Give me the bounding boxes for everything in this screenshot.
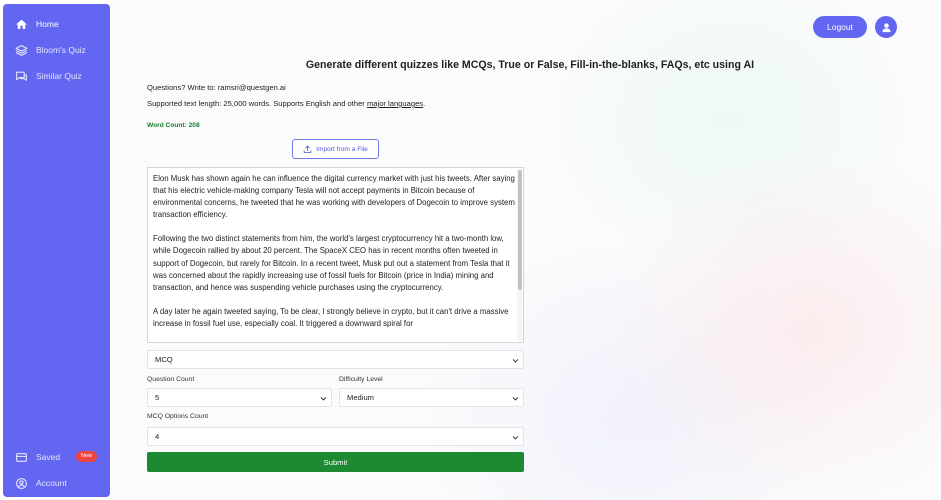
sidebar-item-label: Home [36, 19, 59, 29]
chevron-down-icon [512, 395, 519, 402]
resize-grip-icon[interactable] [516, 335, 521, 340]
options-count-select[interactable] [147, 427, 524, 446]
import-file-button[interactable] [292, 139, 379, 159]
submit-button[interactable]: Submit [147, 452, 524, 472]
options-count-label: MCQ Options Count [147, 413, 209, 420]
difficulty-value: Medium [347, 393, 375, 402]
difficulty-label: Difficulty Level [339, 376, 383, 383]
sidebar-item-account[interactable] [3, 472, 110, 494]
user-circle-icon [14, 476, 28, 490]
user-icon [881, 22, 892, 33]
major-languages-link[interactable]: major languages [366, 99, 424, 108]
quiz-type-value: MCQ [155, 355, 173, 364]
sidebar-item-label: Bloom's Quiz [36, 45, 86, 55]
difficulty-select[interactable] [339, 388, 524, 407]
contact-info: Questions? Write to: ramsri@questgen.ai [147, 83, 286, 92]
paragraph: Elon Musk has shown again he can influence the digital currency market with just his tweets. After saying that his electric vehicle-making company Tesla will not accept payments in Bitcoin because of environmental concerns, he tweeted that he was working with developers of Dogecoin to improve system transaction efficiency. [153, 174, 515, 220]
question-count-label: Question Count [147, 376, 195, 383]
sidebar-item-saved[interactable] [3, 446, 110, 468]
home-icon [14, 17, 28, 31]
avatar[interactable] [875, 16, 897, 38]
page-title: Generate different quizzes like MCQs, True or False, Fill-in-the-blanks, FAQs, etc using AI [305, 59, 755, 71]
upload-icon [303, 145, 312, 154]
supported-info [147, 99, 425, 108]
layers-icon [14, 43, 28, 57]
logout-button[interactable]: Logout [813, 16, 867, 38]
sidebar-item-similar-quiz[interactable] [3, 65, 110, 87]
paragraph: A day later he again tweeted saying, To be clear, I strongly believe in crypto, but it can't drive a massive increase in fossil fuel use, especially coal. It triggered a downward spiral for [153, 306, 509, 328]
quiz-type-select[interactable] [147, 350, 524, 369]
word-count: Word Count: 208 [147, 122, 200, 129]
sidebar-item-label: Account [36, 478, 67, 488]
sidebar-item-label: Saved [36, 452, 61, 462]
chevron-down-icon [512, 357, 519, 364]
sidebar-item-home[interactable] [3, 13, 110, 35]
sidebar [3, 4, 110, 497]
chevron-down-icon [320, 395, 327, 402]
paragraph: Following the two distinct statements from him, the world's largest cryptocurrency hit a two-month low, while Dogecoin rallied by about 20 percent. The SpaceX CEO has in recent months often tweeted in support of Dogecoin, but rarely for Bitcoin. In a recent tweet, Musk put out a statement from Tesla that it was concerned about the rapidly increasing use of fossil fuels for Bitcoin (price in India) mining and transaction, and hence was suspending vehicle purchases using the cryptocurrency. [153, 234, 510, 292]
text-input-area[interactable] [147, 167, 524, 343]
text-input-content [153, 173, 515, 342]
card-icon [14, 450, 28, 464]
chevron-down-icon [512, 434, 519, 441]
scrollbar-thumb[interactable] [518, 170, 522, 290]
options-count-value: 4 [155, 432, 160, 441]
question-count-select[interactable] [147, 388, 332, 407]
sidebar-item-label: Similar Quiz [36, 71, 82, 81]
chat-icon [14, 69, 28, 83]
new-badge: New [76, 451, 97, 462]
import-file-label: Import from a File [316, 145, 368, 153]
supported-text: Supported text length: 25,000 words. Supports English and other [147, 99, 367, 108]
sidebar-item-blooms-quiz[interactable] [3, 39, 110, 61]
question-count-value: 5 [155, 393, 160, 402]
supported-suffix: . [423, 99, 426, 108]
